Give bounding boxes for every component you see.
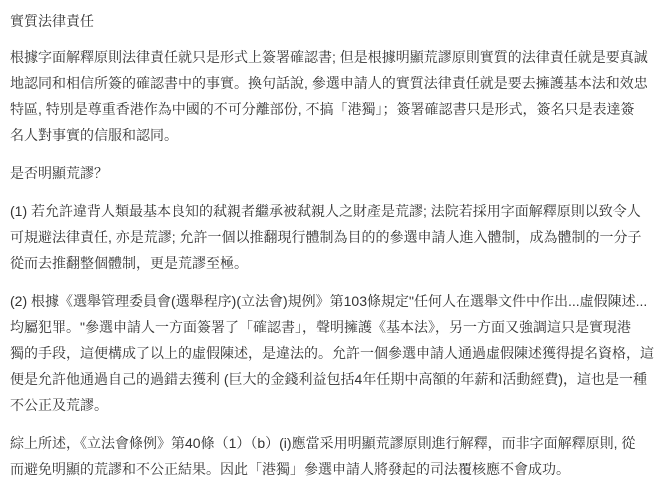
text-line: 獨的手段，這便構成了以上的虛假陳述，是違法的。允許一個參選申請人通過虛假陳述獲得提名資格，這 xyxy=(10,345,654,361)
text-line: (2) 根據《選舉管理委員會(選舉程序)(立法會)規例》第103條規定"任何人在選舉文件中作出...虛假陳述... xyxy=(10,293,648,309)
text-line: 地認同和相信所簽的確認書中的事實。換句話說, 參選申請人的實質法律責任就是要去擁護基本法和效忠 xyxy=(10,75,648,91)
paragraph-intro xyxy=(10,44,653,148)
text-line: (1) 若允許違背人類最基本良知的弒親者繼承被弒親人之財產是荒謬; 法院若採用字面解釋原則以致令人 xyxy=(10,203,641,219)
paragraph-point-2 xyxy=(10,288,653,418)
paragraph-point-1 xyxy=(10,198,653,276)
text-line: 從而去推翻整個體制，更是荒謬至極。 xyxy=(10,255,248,271)
text-line: 名人對事實的信服和認同。 xyxy=(10,127,178,143)
text-line: 根據字面解釋原則法律責任就只是形式上簽署確認書; 但是根據明顯荒謬原則實質的法律責任就是要真誠 xyxy=(10,49,648,65)
text-line: 便是允許他通過自己的過錯去獲利 (巨大的金錢利益包括4年任期中高額的年薪和活動經費)，這也是一種 xyxy=(10,371,647,387)
paragraph-conclusion xyxy=(10,430,653,482)
text-line: 均屬犯罪。"參選申請人一方面簽署了「確認書」，聲明擁護《基本法》，另一方面又強調這只是實現港 xyxy=(10,319,631,335)
text-line: 不公正及荒謬。 xyxy=(10,397,108,413)
text-line: 特區, 特別是尊重香港作為中國的不可分離部份, 不搞「港獨」；簽署確認書只是形式，簽名只是表達簽 xyxy=(10,101,635,117)
text-line: 是否明顯荒謬？ xyxy=(10,165,108,181)
text-line: 而避免明顯的荒謬和不公正結果。因此「港獨」參選申請人將發起的司法覆核應不會成功。 xyxy=(10,461,570,477)
document-heading: 實質法律責任 xyxy=(10,13,94,29)
paragraph-question xyxy=(10,160,653,186)
text-line: 可規避法律責任, 亦是荒謬; 允許一個以推翻現行體制為目的的參選申請人進入體制，成為體制的一分子 xyxy=(10,229,642,245)
text-line: 綜上所述，《立法會條例》第40條（1）（b）(i)應當采用明顯荒謬原則進行解釋，而非字面解釋原則, 從 xyxy=(10,435,636,451)
